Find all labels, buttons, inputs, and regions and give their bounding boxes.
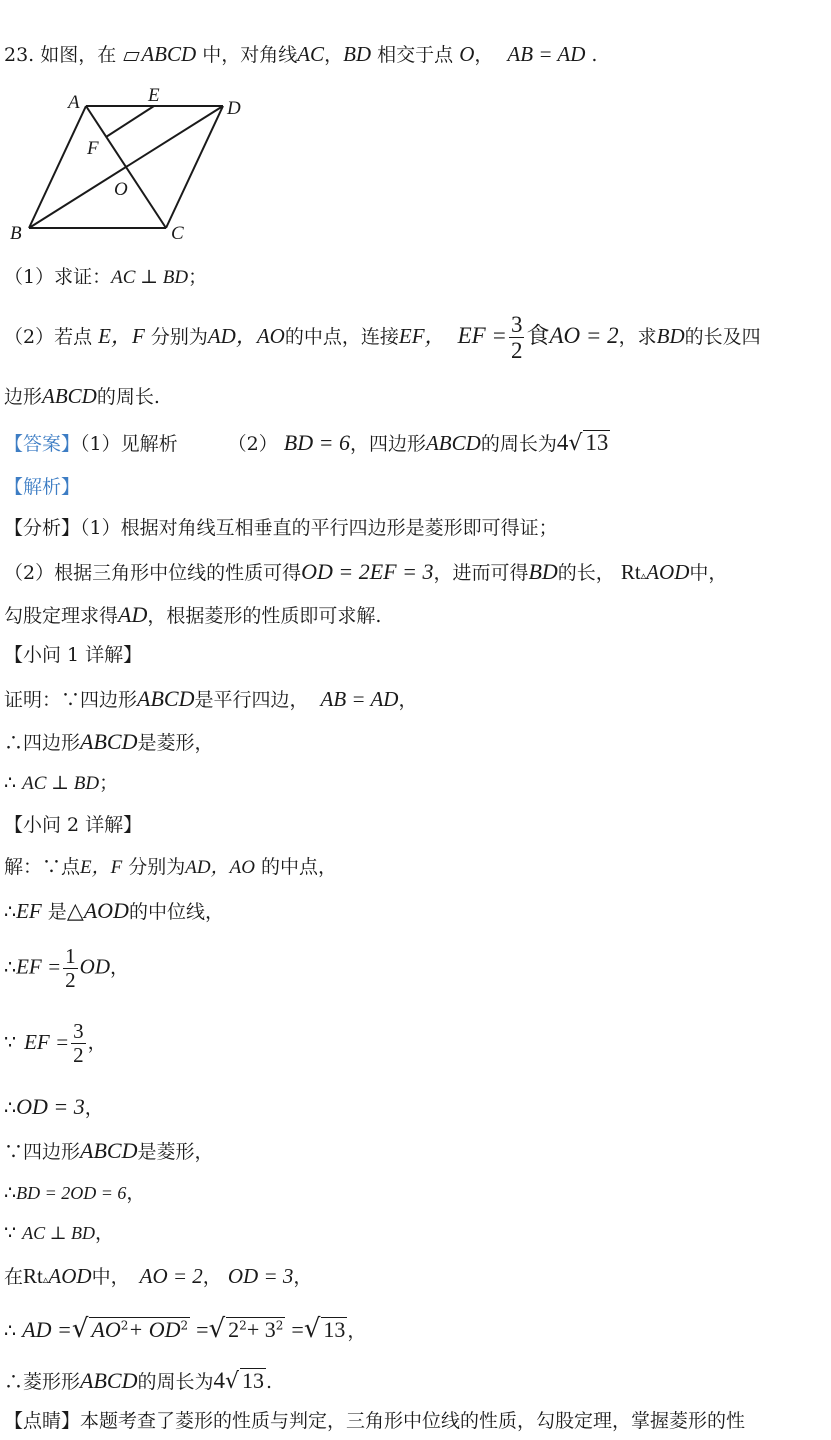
triangle-icon: ▵: [640, 569, 647, 582]
q2-step3: ∴EF = $\frac{1}{2}$ OD，: [4, 944, 130, 993]
dianjing-line: 【点睛】本题考查了菱形的性质与判定，三角形中位线的性质，勾股定理，掌握菱形的性: [4, 1410, 746, 1432]
question-line: 23. 如图，在 ABCD 中，对角线AC，BD 相交于点 O， AB = AD .: [4, 42, 598, 66]
label-o: O: [114, 179, 128, 200]
q2-step10: ∴ AD =√ $AO^2+ OD^2$ =√ $2^2+ 3^2$ =√ 13 ，: [4, 1314, 367, 1344]
parallelogram-icon: [124, 52, 140, 61]
label-a: A: [68, 92, 80, 113]
q1-step2: ∴四边形ABCD是菱形，: [4, 729, 214, 754]
q2-step2: ∴EF 是△AOD的中位线，: [4, 898, 224, 924]
label-d: D: [227, 98, 241, 119]
fenxi-line3: 勾股定理求得AD，根据菱形的性质即可求解.: [4, 602, 382, 627]
q2-step1: 解：∵点E，F 分别为AD，AO 的中点，: [4, 856, 338, 878]
segment-ef: [106, 106, 154, 137]
question-number: 23.: [4, 44, 35, 66]
label-e: E: [148, 86, 160, 106]
rhombus-figure: [6, 86, 256, 246]
q2-step9: 在Rt▵AOD中， AO = 2， OD = 3，: [4, 1264, 313, 1288]
label-c: C: [171, 223, 184, 244]
answer-tag: 【答案】: [4, 433, 81, 455]
label-b: B: [10, 223, 22, 244]
fraction-3-2: $\frac{3}{2}$: [73, 1019, 84, 1068]
sqrt-icon: √: [208, 1314, 226, 1344]
q1-step1: 证明：∵四边形ABCD是平行四边， AB = AD，: [4, 686, 418, 711]
q2-title: 【小问 2 详解】: [4, 814, 143, 836]
q2-step8: ∵ AC ⊥ BD，: [4, 1222, 115, 1244]
q2-step5: ∴OD = 3，: [4, 1094, 104, 1119]
q2-step4: ∵ EF = $\frac{3}{2}$ ，: [4, 1019, 107, 1068]
q2-step6: ∵四边形ABCD是菱形，: [4, 1138, 214, 1163]
part2-line2: 边形ABCD的周长.: [4, 384, 160, 408]
sqrt-icon: √: [224, 1369, 240, 1394]
label-f: F: [87, 138, 99, 159]
fenxi-line1: 【分析】（1）根据对角线互相垂直的平行四边形是菱形即可得证；: [4, 517, 558, 539]
fraction-1-2: $\frac{1}{2}$: [65, 944, 76, 993]
answer-line: 【答案】（1）见解析 （2） BD = 6，四边形ABCD的周长为4√ 13: [4, 430, 609, 456]
part2-line1: （2）若点 E，F 分别为AD，AO的中点，连接EF， EF = $\frac{3}{2}$ 食AO = 2，求BD的长及四: [4, 312, 761, 364]
part1: （1）求证：AC ⊥ BD；: [4, 266, 208, 288]
sqrt-icon: √: [303, 1314, 321, 1344]
analysis-tag: 【解析】: [4, 476, 81, 498]
q1-step3: ∴ AC ⊥ BD；: [4, 772, 119, 794]
triangle-icon: ▵: [42, 1273, 49, 1286]
q1-title: 【小问 1 详解】: [4, 644, 143, 666]
q2-step7: ∴BD = 2OD = 6，: [4, 1182, 146, 1204]
fraction-3-2: $\frac{3}{2}$: [510, 312, 523, 364]
sqrt-icon: √: [568, 431, 583, 456]
fenxi-line2: （2）根据三角形中位线的性质可得OD = 2EF = 3，进而可得BD的长， Rt▵AOD中，: [4, 559, 728, 584]
sqrt-icon: √: [71, 1314, 89, 1344]
q2-step11: ∴菱形形ABCD的周长为4√ 13 .: [4, 1368, 273, 1394]
